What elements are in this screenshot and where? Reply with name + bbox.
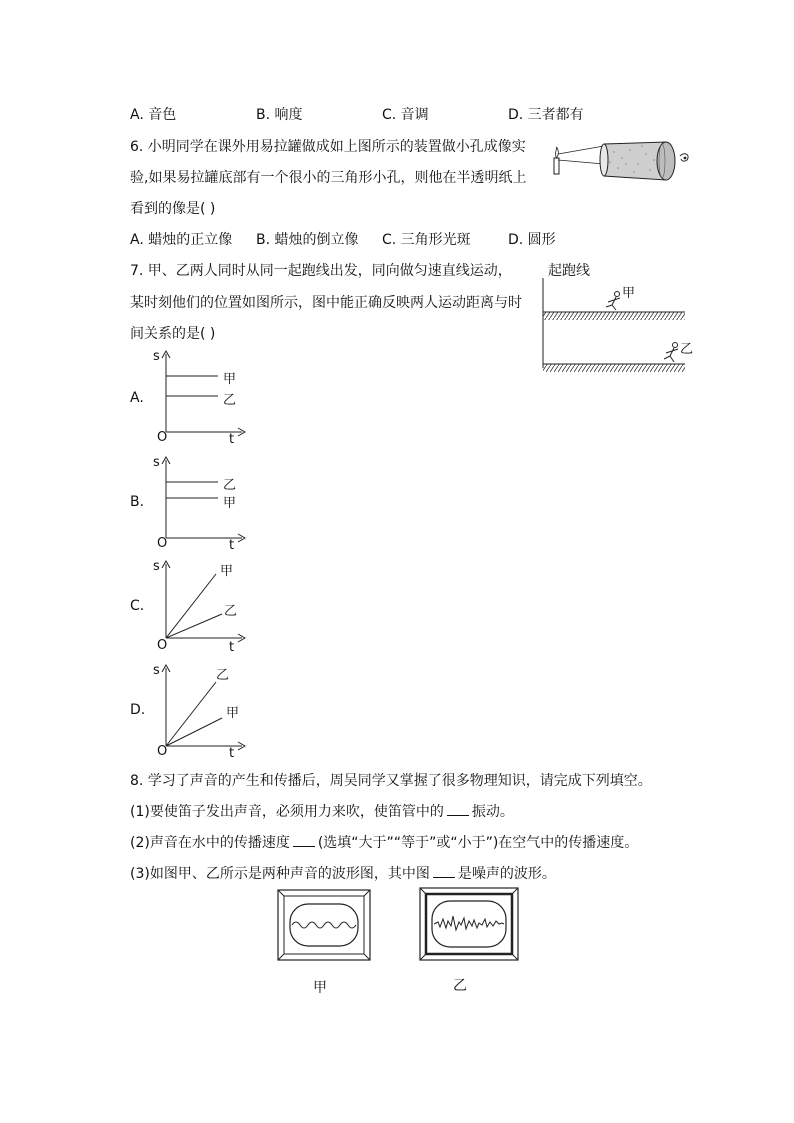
screen-yi xyxy=(416,886,522,962)
q6-option-a: A. 蜡烛的正立像 xyxy=(130,232,233,248)
graph-d-option: D. xyxy=(130,702,146,718)
graph-c-axis-t: t xyxy=(229,640,235,655)
graph-c-top-label: 甲 xyxy=(220,564,234,579)
q8-part-2 xyxy=(130,832,638,852)
q6-line-3: 看到的像是( ) xyxy=(130,201,216,217)
graph-d-origin: O xyxy=(157,744,168,759)
q8-p3-before: (3)如图甲、乙所示是两种声音的波形图，其中图 xyxy=(130,866,430,882)
runner-b-label: 乙 xyxy=(680,342,694,357)
graph-d-axis-s: s xyxy=(153,663,160,678)
graph-c-origin: O xyxy=(157,638,168,653)
graph-c-bottom-label: 乙 xyxy=(224,604,238,619)
graph-a-bottom-label: 乙 xyxy=(223,393,237,408)
screen-jia-label: 甲 xyxy=(313,980,327,996)
graph-b-top-label: 乙 xyxy=(223,478,237,493)
screen-jia xyxy=(274,888,374,962)
q8-p2-before: (2)声音在水中的传播速度 xyxy=(130,835,290,851)
graph-b-axis-t: t xyxy=(229,538,235,553)
q8-blank-2[interactable] xyxy=(293,834,315,847)
runner-a-icon xyxy=(606,292,620,311)
graph-d-bottom-label: 甲 xyxy=(226,706,240,721)
runner-a-label: 甲 xyxy=(622,286,636,301)
graph-a-axis-s: s xyxy=(153,349,160,364)
q8-p2-after: (选填“大于”“等于”或“小于”)在空气中的传播速度。 xyxy=(317,835,639,851)
start-line-label: 起跑线 xyxy=(548,263,590,279)
graph-b-origin: O xyxy=(157,536,168,551)
q8-p1-before: (1)要使笛子发出声音，必须用力来吹，使笛管中的 xyxy=(130,804,444,820)
q5-option-c: C. 音调 xyxy=(382,107,429,123)
pinhole-camera-figure xyxy=(548,134,698,194)
graph-a-axis-t: t xyxy=(229,432,235,447)
q8-part-3 xyxy=(130,863,556,883)
q8-blank-3[interactable] xyxy=(433,865,455,878)
graph-b-bottom-label: 甲 xyxy=(223,496,237,511)
graph-c-axis-s: s xyxy=(153,559,160,574)
q5-option-d: D. 三者都有 xyxy=(508,107,584,123)
q7-line-2: 某时刻他们的位置如图所示，图中能正确反映两人运动距离与时 xyxy=(130,295,522,311)
q7-line-3: 间关系的是( ) xyxy=(130,326,216,342)
q8-p3-after: 是噪声的波形。 xyxy=(457,866,556,882)
q6-option-b: B. 蜡烛的倒立像 xyxy=(256,232,359,248)
graph-c-option: C. xyxy=(130,598,145,614)
running-track-figure xyxy=(538,276,698,376)
q5-option-b: B. 响度 xyxy=(256,107,303,123)
q6-option-d: D. 圆形 xyxy=(508,232,556,248)
graph-a-top-label: 甲 xyxy=(223,372,237,387)
screen-yi-label: 乙 xyxy=(453,978,467,994)
q8-p1-after: 振动。 xyxy=(471,804,514,820)
graph-b-option: B. xyxy=(130,494,145,510)
q5-option-a: A. 音色 xyxy=(130,107,177,123)
q8-intro: 8. 学习了声音的产生和传播后，周吴同学又掌握了很多物理知识，请完成下列填空。 xyxy=(130,773,652,789)
q6-line-2: 验,如果易拉罐底部有一个很小的三角形小孔，则他在半透明纸上 xyxy=(130,170,527,186)
q6-option-c: C. 三角形光斑 xyxy=(382,232,471,248)
graph-d-top-label: 乙 xyxy=(216,668,230,683)
q6-line-1: 6. 小明同学在课外用易拉罐做成如上图所示的装置做小孔成像实 xyxy=(130,139,526,155)
q8-part-1 xyxy=(130,801,514,821)
graph-b-axis-s: s xyxy=(153,455,160,470)
graph-a-option: A. xyxy=(130,390,144,406)
q7-line-1: 7. 甲、乙两人同时从同一起跑线出发，同向做匀速直线运动， xyxy=(130,263,512,279)
graph-a-origin: O xyxy=(157,430,168,445)
q8-blank-1[interactable] xyxy=(447,803,469,816)
runner-b-icon xyxy=(664,343,678,363)
graph-d-axis-t: t xyxy=(229,746,235,761)
